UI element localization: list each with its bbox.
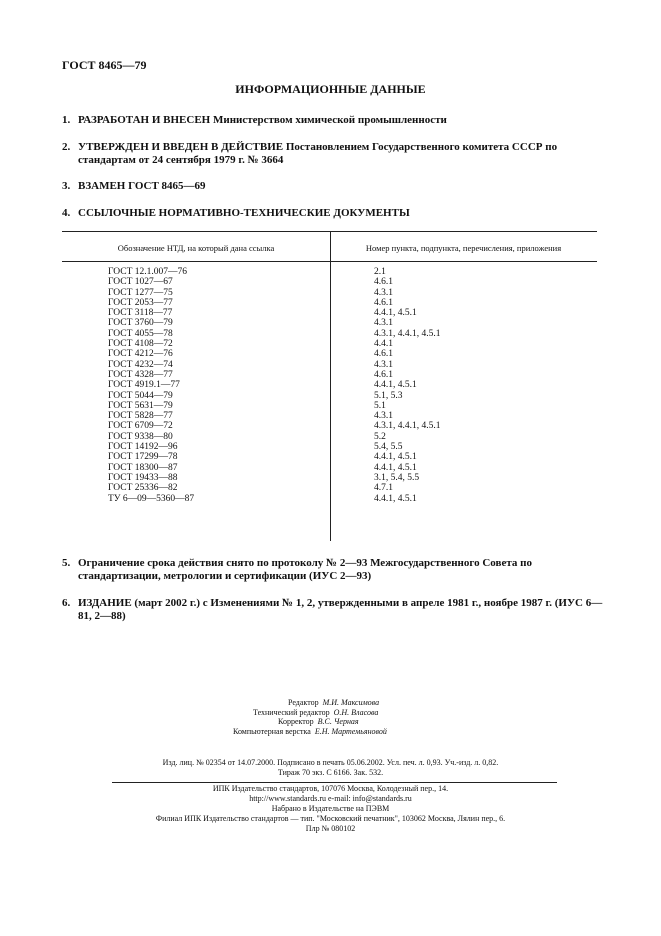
item-text: УТВЕРЖДЕН И ВВЕДЕН В ДЕЙСТВИЕ Постановлением Государственного комитета СССР по стандартам от 24 сентября 1979 г. № 3664 bbox=[78, 141, 558, 166]
info-item-6 bbox=[62, 597, 622, 625]
table-row bbox=[62, 360, 597, 370]
credit-tech-editor: Технический редактор О.Н. Власова bbox=[253, 707, 379, 717]
table-cell-designation: ТУ 6—09—5360—87 bbox=[108, 493, 195, 504]
table-header-designation: Обозначение НТД, на который дана ссылка bbox=[117, 243, 275, 253]
table-row bbox=[62, 308, 597, 318]
table-cell-clause: 4.4.1, 4.5.1 bbox=[374, 452, 417, 463]
table-cell-clause: 4.3.1 bbox=[374, 318, 393, 329]
table-row bbox=[62, 370, 597, 380]
credits-block bbox=[0, 698, 661, 746]
table-header-clause: Номер пункта, подпункта, перечисления, приложения bbox=[365, 243, 562, 253]
table-row bbox=[62, 329, 597, 339]
table-cell-designation: ГОСТ 1027—67 bbox=[108, 277, 173, 288]
table-row bbox=[62, 380, 597, 390]
table-row bbox=[62, 411, 597, 421]
info-item-2 bbox=[62, 141, 622, 169]
info-item-4 bbox=[62, 207, 622, 221]
table-cell-designation: ГОСТ 3118—77 bbox=[108, 308, 173, 319]
table-row bbox=[62, 318, 597, 328]
table-cell-designation: ГОСТ 4919.1—77 bbox=[108, 380, 180, 391]
table-cell-clause: 4.3.1, 4.4.1, 4.5.1 bbox=[374, 328, 441, 339]
table-row bbox=[62, 442, 597, 452]
item-number: 5. bbox=[62, 557, 71, 569]
item-number: 2. bbox=[62, 141, 71, 153]
credit-corrector: Корректор В.С. Черная bbox=[278, 717, 359, 726]
table-cell-clause: 4.4.1, 4.5.1 bbox=[374, 462, 417, 473]
publishing-print-run: Тираж 70 экз. С 6166. Зак. 532. bbox=[277, 768, 384, 777]
table-row bbox=[62, 288, 597, 298]
table-cell-designation: ГОСТ 4055—78 bbox=[108, 328, 173, 339]
table-row bbox=[62, 463, 597, 473]
table-body bbox=[62, 267, 597, 504]
table-cell-clause: 4.4.1, 4.5.1 bbox=[374, 308, 417, 319]
table-row bbox=[62, 339, 597, 349]
table-cell-clause: 3.1, 5.4, 5.5 bbox=[374, 472, 420, 483]
references-table bbox=[62, 231, 597, 541]
page-title: ИНФОРМАЦИОННЫЕ ДАННЫЕ bbox=[235, 82, 426, 96]
table-row bbox=[62, 483, 597, 493]
item-number: 3. bbox=[62, 180, 71, 192]
item-text: Ограничение срока действия снято по протоколу № 2—93 Межгосударственного Совета по стандартизации, метрологии и сертификации (ИУС 2—93) bbox=[78, 557, 532, 582]
table-cell-designation: ГОСТ 25336—82 bbox=[108, 483, 178, 494]
item-number: 6. bbox=[62, 597, 71, 609]
table-cell-clause: 2.1 bbox=[374, 267, 386, 277]
printer-branch: Филиал ИПК Издательство стандартов — тип. "Московский печатник", 103062 Москва, Лялин пер., 6. bbox=[155, 814, 506, 823]
table-row bbox=[62, 277, 597, 287]
table-cell-clause: 4.3.1 bbox=[374, 287, 393, 298]
table-cell-designation: ГОСТ 17299—78 bbox=[108, 452, 178, 463]
table-cell-designation: ГОСТ 5631—79 bbox=[108, 400, 173, 411]
table-cell-clause: 4.6.1 bbox=[374, 349, 393, 360]
table-cell-designation: ГОСТ 4232—74 bbox=[108, 359, 173, 370]
info-item-1 bbox=[62, 114, 622, 128]
item-number: 4. bbox=[62, 207, 71, 219]
table-cell-clause: 4.6.1 bbox=[374, 277, 393, 288]
publisher-web: http://www.standards.ru e-mail: info@standards.ru bbox=[249, 794, 412, 803]
table-cell-clause: 5.1, 5.3 bbox=[374, 390, 403, 401]
table-cell-clause: 4.4.1 bbox=[374, 339, 393, 350]
table-row bbox=[62, 452, 597, 462]
table-cell-designation: ГОСТ 5828—77 bbox=[108, 411, 173, 422]
table-cell-clause: 4.4.1, 4.5.1 bbox=[374, 380, 417, 391]
printer-license: Плр № 080102 bbox=[305, 824, 356, 833]
table-cell-designation: ГОСТ 4212—76 bbox=[108, 349, 173, 360]
table-cell-clause: 4.4.1, 4.5.1 bbox=[374, 493, 417, 504]
table-cell-designation: ГОСТ 12.1.007—76 bbox=[108, 267, 187, 277]
table-cell-clause: 5.4, 5.5 bbox=[374, 442, 403, 453]
table-row bbox=[62, 349, 597, 359]
item-text: ССЫЛОЧНЫЕ НОРМАТИВНО-ТЕХНИЧЕСКИЕ ДОКУМЕНТЫ bbox=[78, 207, 410, 219]
credit-layout: Компьютерная верстка Е.Н. Мартемьяновой bbox=[233, 726, 387, 736]
table-cell-designation: ГОСТ 6709—72 bbox=[108, 421, 173, 432]
table-row bbox=[62, 473, 597, 483]
info-item-3 bbox=[62, 180, 622, 194]
table-cell-designation: ГОСТ 14192—96 bbox=[108, 442, 178, 453]
table-cell-designation: ГОСТ 3760—79 bbox=[108, 318, 173, 329]
table-row bbox=[62, 267, 597, 277]
table-cell-designation: ГОСТ 4108—72 bbox=[108, 339, 173, 350]
item-text: ВЗАМЕН ГОСТ 8465—69 bbox=[78, 180, 206, 192]
table-row bbox=[62, 421, 597, 431]
table-cell-clause: 4.6.1 bbox=[374, 297, 393, 308]
table-cell-clause: 4.3.1 bbox=[374, 359, 393, 370]
item-text: ИЗДАНИЕ (март 2002 г.) с Изменениями № 1, 2, утвержденными в апреле 1981 г., ноябре 1987 г. (ИУС 6—81, 2—88) bbox=[78, 597, 603, 622]
table-cell-designation: ГОСТ 4328—77 bbox=[108, 369, 173, 380]
info-item-5 bbox=[62, 557, 622, 585]
table-row bbox=[62, 298, 597, 308]
table-cell-clause: 4.6.1 bbox=[374, 369, 393, 380]
table-cell-clause: 4.3.1, 4.4.1, 4.5.1 bbox=[374, 421, 441, 432]
table-cell-designation: ГОСТ 1277—75 bbox=[108, 287, 173, 298]
item-text: РАЗРАБОТАН И ВНЕСЕН Министерством химической промышленности bbox=[78, 114, 447, 126]
table-row bbox=[62, 432, 597, 442]
table-cell-designation: ГОСТ 2053—77 bbox=[108, 297, 173, 308]
table-cell-clause: 5.2 bbox=[374, 431, 386, 442]
table-cell-clause: 4.7.1 bbox=[374, 483, 393, 494]
table-cell-designation: ГОСТ 19433—88 bbox=[108, 472, 178, 483]
publisher-address: ИПК Издательство стандартов, 107076 Москва, Колодезный пер., 14. bbox=[212, 784, 449, 793]
table-cell-designation: ГОСТ 5044—79 bbox=[108, 390, 173, 401]
table-cell-designation: ГОСТ 18300—87 bbox=[108, 462, 178, 473]
table-cell-clause: 4.3.1 bbox=[374, 411, 393, 422]
publishing-license: Изд. лиц. № 02354 от 14.07.2000. Подписано в печать 05.06.2002. Усл. печ. л. 0,93. Уч.-изд. л. 0,82. bbox=[162, 758, 499, 767]
item-number: 1. bbox=[62, 114, 71, 126]
credit-editor: Редактор М.И. Максимова bbox=[288, 698, 380, 707]
table-row bbox=[62, 391, 597, 401]
table-cell-designation: ГОСТ 9338—80 bbox=[108, 431, 173, 442]
table-row bbox=[62, 401, 597, 411]
document-code: ГОСТ 8465—79 bbox=[62, 58, 147, 72]
publishing-divider bbox=[112, 782, 557, 783]
typeset-note: Набрано в Издательстве на ПЭВМ bbox=[271, 804, 390, 813]
table-row bbox=[62, 494, 597, 504]
table-cell-clause: 5.1 bbox=[374, 400, 386, 411]
